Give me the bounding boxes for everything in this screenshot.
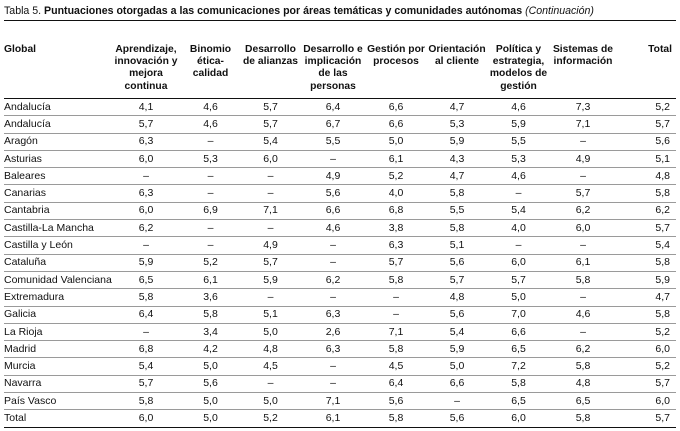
- score-cell: –: [488, 237, 549, 254]
- score-cell: 5,5: [426, 202, 488, 219]
- score-cell: 5,0: [180, 410, 241, 427]
- score-cell: 5,5: [488, 133, 549, 150]
- score-cell: 5,7: [241, 99, 300, 116]
- region-cell: Navarra: [4, 375, 112, 392]
- region-cell: Asturias: [4, 150, 112, 167]
- score-cell: 4,6: [180, 99, 241, 116]
- score-cell: –: [241, 220, 300, 237]
- score-cell: 5,8: [617, 185, 676, 202]
- score-cell: –: [241, 185, 300, 202]
- score-cell: 5,7: [426, 271, 488, 288]
- score-cell: 6,0: [112, 202, 180, 219]
- score-cell: 5,6: [426, 306, 488, 323]
- score-cell: 5,9: [426, 341, 488, 358]
- score-cell: 6,8: [112, 341, 180, 358]
- score-cell: 6,7: [300, 116, 366, 133]
- score-cell: 6,0: [112, 150, 180, 167]
- table-row: [4, 410, 676, 427]
- score-cell: 3,8: [366, 220, 426, 237]
- score-cell: 5,6: [300, 185, 366, 202]
- score-cell: 5,8: [112, 393, 180, 410]
- column-header: Desarrollo de alianzas: [241, 44, 300, 99]
- region-cell: Castilla y León: [4, 237, 112, 254]
- score-cell: 5,4: [112, 358, 180, 375]
- score-cell: 4,7: [426, 168, 488, 185]
- score-cell: 6,2: [549, 202, 617, 219]
- score-cell: 5,9: [488, 116, 549, 133]
- table-row: [4, 168, 676, 185]
- column-header: Gestión por procesos: [366, 44, 426, 99]
- score-cell: 4,9: [300, 168, 366, 185]
- score-cell: 5,2: [617, 99, 676, 116]
- score-cell: 5,9: [112, 254, 180, 271]
- score-cell: 5,7: [617, 375, 676, 392]
- score-cell: –: [180, 168, 241, 185]
- score-cell: 5,6: [426, 410, 488, 427]
- score-cell: 6,1: [300, 410, 366, 427]
- score-cell: 6,3: [300, 341, 366, 358]
- score-cell: 4,1: [112, 99, 180, 116]
- score-cell: 5,7: [366, 254, 426, 271]
- score-cell: 5,7: [617, 220, 676, 237]
- score-cell: 6,6: [366, 116, 426, 133]
- score-cell: 4,6: [300, 220, 366, 237]
- score-cell: –: [488, 185, 549, 202]
- score-cell: 6,2: [549, 341, 617, 358]
- score-cell: 5,6: [366, 393, 426, 410]
- score-cell: 5,2: [617, 323, 676, 340]
- score-cell: –: [241, 289, 300, 306]
- region-cell: Extremadura: [4, 289, 112, 306]
- column-header: Total: [617, 44, 676, 99]
- score-cell: 5,4: [241, 133, 300, 150]
- score-cell: 7,1: [366, 323, 426, 340]
- score-cell: 4,3: [426, 150, 488, 167]
- score-cell: 4,9: [549, 150, 617, 167]
- score-cell: –: [300, 237, 366, 254]
- score-cell: 6,4: [300, 99, 366, 116]
- score-cell: 6,4: [366, 375, 426, 392]
- score-cell: 5,0: [241, 323, 300, 340]
- score-cell: 6,5: [488, 393, 549, 410]
- column-header: Desarrollo e implicación de las personas: [300, 44, 366, 99]
- score-cell: 7,1: [300, 393, 366, 410]
- score-cell: 5,5: [300, 133, 366, 150]
- table-row: [4, 237, 676, 254]
- score-cell: 5,0: [180, 393, 241, 410]
- score-cell: 6,2: [300, 271, 366, 288]
- region-cell: Madrid: [4, 341, 112, 358]
- score-cell: 5,7: [241, 116, 300, 133]
- score-cell: 5,4: [488, 202, 549, 219]
- score-cell: 6,1: [180, 271, 241, 288]
- score-cell: –: [180, 133, 241, 150]
- score-cell: –: [112, 323, 180, 340]
- score-cell: 6,8: [366, 202, 426, 219]
- score-cell: 5,6: [617, 133, 676, 150]
- score-cell: 4,0: [366, 185, 426, 202]
- table-row: [4, 254, 676, 271]
- table-row: [4, 150, 676, 167]
- score-cell: 4,9: [241, 237, 300, 254]
- score-cell: 5,7: [112, 375, 180, 392]
- score-cell: 5,0: [426, 358, 488, 375]
- table-row: [4, 358, 676, 375]
- score-cell: 5,8: [549, 358, 617, 375]
- score-cell: 5,8: [549, 410, 617, 427]
- score-cell: –: [366, 289, 426, 306]
- scores-table: [4, 44, 676, 428]
- score-cell: 6,6: [366, 99, 426, 116]
- table-row: [4, 375, 676, 392]
- score-cell: 5,1: [426, 237, 488, 254]
- score-cell: 5,2: [617, 358, 676, 375]
- table-row: [4, 220, 676, 237]
- score-cell: 6,3: [112, 133, 180, 150]
- score-cell: 5,8: [426, 185, 488, 202]
- region-cell: Cataluña: [4, 254, 112, 271]
- region-cell: Baleares: [4, 168, 112, 185]
- table-row: [4, 99, 676, 116]
- score-cell: 5,3: [426, 116, 488, 133]
- table-row: [4, 202, 676, 219]
- score-cell: 5,6: [426, 254, 488, 271]
- score-cell: 5,8: [549, 271, 617, 288]
- score-cell: 6,4: [112, 306, 180, 323]
- score-cell: 7,3: [549, 99, 617, 116]
- score-cell: 4,7: [617, 289, 676, 306]
- region-cell: Castilla-La Mancha: [4, 220, 112, 237]
- score-cell: 5,7: [549, 185, 617, 202]
- score-cell: 5,6: [180, 375, 241, 392]
- score-cell: –: [549, 133, 617, 150]
- score-cell: 6,6: [426, 375, 488, 392]
- score-cell: 5,0: [180, 358, 241, 375]
- score-cell: –: [549, 168, 617, 185]
- score-cell: 5,7: [617, 116, 676, 133]
- score-cell: –: [241, 168, 300, 185]
- score-cell: –: [426, 393, 488, 410]
- score-cell: 7,2: [488, 358, 549, 375]
- score-cell: 6,2: [112, 220, 180, 237]
- score-cell: –: [549, 237, 617, 254]
- score-cell: –: [300, 358, 366, 375]
- score-cell: 5,1: [617, 150, 676, 167]
- score-cell: 5,4: [426, 323, 488, 340]
- score-cell: 4,7: [426, 99, 488, 116]
- region-cell: Aragón: [4, 133, 112, 150]
- score-cell: 6,1: [366, 150, 426, 167]
- table-row: [4, 393, 676, 410]
- score-cell: –: [180, 220, 241, 237]
- score-cell: 4,6: [180, 116, 241, 133]
- score-cell: 6,0: [617, 341, 676, 358]
- table-row: [4, 116, 676, 133]
- score-cell: 5,0: [241, 393, 300, 410]
- score-cell: 4,5: [366, 358, 426, 375]
- table-row: [4, 185, 676, 202]
- region-cell: Andalucía: [4, 116, 112, 133]
- score-cell: 4,5: [241, 358, 300, 375]
- region-cell: País Vasco: [4, 393, 112, 410]
- score-cell: 5,8: [366, 410, 426, 427]
- score-cell: –: [112, 237, 180, 254]
- score-cell: 7,0: [488, 306, 549, 323]
- score-cell: 4,6: [488, 168, 549, 185]
- score-cell: 5,8: [366, 271, 426, 288]
- table-row: [4, 133, 676, 150]
- score-cell: 6,0: [549, 220, 617, 237]
- score-cell: 6,5: [488, 341, 549, 358]
- score-cell: 5,4: [617, 237, 676, 254]
- score-cell: –: [366, 306, 426, 323]
- region-cell: Galicia: [4, 306, 112, 323]
- score-cell: 4,0: [488, 220, 549, 237]
- score-cell: 6,0: [112, 410, 180, 427]
- table-caption: [4, 5, 676, 18]
- score-cell: 6,5: [549, 393, 617, 410]
- score-cell: 4,8: [617, 168, 676, 185]
- score-cell: 5,1: [241, 306, 300, 323]
- score-cell: 4,2: [180, 341, 241, 358]
- score-cell: 6,2: [617, 202, 676, 219]
- score-cell: 5,8: [488, 375, 549, 392]
- score-cell: 6,3: [366, 237, 426, 254]
- score-cell: 6,1: [549, 254, 617, 271]
- score-cell: 5,9: [426, 133, 488, 150]
- score-cell: 3,4: [180, 323, 241, 340]
- score-cell: –: [300, 150, 366, 167]
- score-cell: 4,8: [241, 341, 300, 358]
- score-cell: 6,0: [488, 410, 549, 427]
- score-cell: 2,6: [300, 323, 366, 340]
- score-cell: 5,7: [112, 116, 180, 133]
- region-cell: La Rioja: [4, 323, 112, 340]
- caption-title: Puntuaciones otorgadas a las comunicaciones por áreas temáticas y comunidades autónomas: [44, 5, 523, 17]
- table-row: [4, 271, 676, 288]
- score-cell: –: [300, 289, 366, 306]
- region-cell: Canarias: [4, 185, 112, 202]
- score-cell: –: [549, 289, 617, 306]
- score-cell: 4,6: [488, 99, 549, 116]
- score-cell: 5,9: [617, 271, 676, 288]
- caption-rule: [4, 20, 676, 21]
- score-cell: 5,7: [617, 410, 676, 427]
- column-header-global: Global: [4, 44, 112, 99]
- header-row: [4, 44, 676, 99]
- score-cell: 5,3: [488, 150, 549, 167]
- score-cell: 4,8: [549, 375, 617, 392]
- score-cell: –: [549, 323, 617, 340]
- score-cell: 6,0: [617, 393, 676, 410]
- score-cell: 7,1: [549, 116, 617, 133]
- score-cell: 5,8: [426, 220, 488, 237]
- column-header: Política y estrategia, modelos de gestión: [488, 44, 549, 99]
- score-cell: 5,7: [241, 254, 300, 271]
- column-header: Binomio ética-calidad: [180, 44, 241, 99]
- score-cell: 5,8: [617, 306, 676, 323]
- score-cell: –: [241, 375, 300, 392]
- score-cell: 5,8: [180, 306, 241, 323]
- table-row: [4, 289, 676, 306]
- column-header: Sistemas de información: [549, 44, 617, 99]
- score-cell: 6,5: [112, 271, 180, 288]
- score-cell: 6,3: [112, 185, 180, 202]
- score-cell: 5,7: [488, 271, 549, 288]
- score-cell: 5,3: [180, 150, 241, 167]
- score-cell: 5,8: [112, 289, 180, 306]
- column-header: Aprendizaje, innovación y mejora continua: [112, 44, 180, 99]
- score-cell: 5,2: [241, 410, 300, 427]
- score-cell: 6,0: [488, 254, 549, 271]
- score-cell: 5,8: [617, 254, 676, 271]
- region-cell: Cantabria: [4, 202, 112, 219]
- score-cell: 4,6: [549, 306, 617, 323]
- score-cell: 3,6: [180, 289, 241, 306]
- score-cell: 5,0: [366, 133, 426, 150]
- score-cell: 6,0: [241, 150, 300, 167]
- region-cell: Murcia: [4, 358, 112, 375]
- caption-lead: Tabla 5.: [4, 5, 45, 17]
- score-cell: 5,2: [180, 254, 241, 271]
- score-cell: –: [180, 237, 241, 254]
- caption-note: (Continuación): [525, 5, 594, 17]
- score-cell: 5,0: [488, 289, 549, 306]
- region-cell: Andalucía: [4, 99, 112, 116]
- score-cell: 4,8: [426, 289, 488, 306]
- table-row: [4, 306, 676, 323]
- score-cell: –: [112, 168, 180, 185]
- score-cell: 6,6: [300, 202, 366, 219]
- score-cell: 6,9: [180, 202, 241, 219]
- score-cell: 7,1: [241, 202, 300, 219]
- region-cell: Comunidad Valenciana: [4, 271, 112, 288]
- score-cell: 5,9: [241, 271, 300, 288]
- score-cell: 6,3: [300, 306, 366, 323]
- score-cell: –: [180, 185, 241, 202]
- table-row: [4, 323, 676, 340]
- score-cell: 5,8: [366, 341, 426, 358]
- table-row: [4, 341, 676, 358]
- score-cell: –: [300, 254, 366, 271]
- score-cell: 6,6: [488, 323, 549, 340]
- region-cell: Total: [4, 410, 112, 427]
- score-cell: –: [300, 375, 366, 392]
- score-cell: 5,2: [366, 168, 426, 185]
- column-header: Orientación al cliente: [426, 44, 488, 99]
